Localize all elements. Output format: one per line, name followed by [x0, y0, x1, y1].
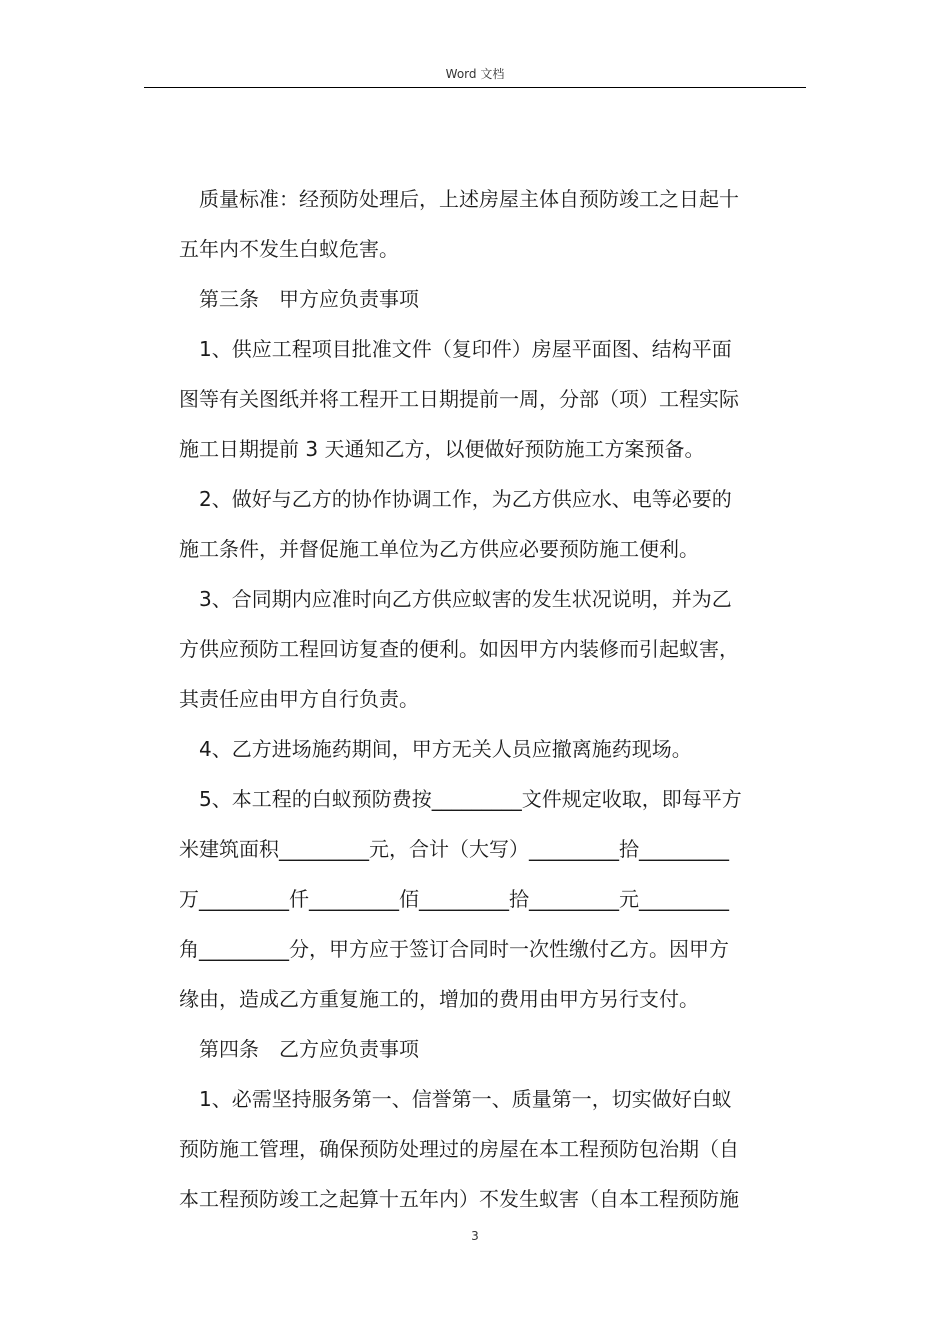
paragraph-line: 缘由，造成乙方重复施工的，增加的费用由甲方另行支付。: [179, 987, 699, 1011]
paragraph-line: 4、乙方进场施药期间，甲方无关人员应撤离施药现场。: [199, 737, 692, 761]
section-heading: 第三条 甲方应负责事项: [199, 287, 419, 311]
paragraph-line: 米建筑面积_________元，合计（大写）_________拾_________: [179, 837, 729, 861]
paragraph-line: 1、必需坚持服务第一、信誉第一、质量第一，切实做好白蚁: [199, 1087, 732, 1111]
document-header-title: Word 文档: [445, 67, 505, 81]
paragraph-line: 其责任应由甲方自行负责。: [179, 687, 419, 711]
paragraph-line: 本工程预防竣工之起算十五年内）不发生蚁害（自本工程预防施: [179, 1187, 739, 1211]
paragraph-line: 方供应预防工程回访复查的便利。如因甲方内装修而引起蚁害，: [179, 637, 739, 661]
paragraph-line: 3、合同期内应准时向乙方供应蚁害的发生状况说明，并为乙: [199, 587, 732, 611]
paragraph-line: 施工日期提前 3 天通知乙方，以便做好预防施工方案预备。: [179, 437, 705, 461]
paragraph-line: 图等有关图纸并将工程开工日期提前一周，分部（项）工程实际: [179, 387, 739, 411]
paragraph-line: 2、做好与乙方的协作协调工作，为乙方供应水、电等必要的: [199, 487, 732, 511]
paragraph-line: 施工条件，并督促施工单位为乙方供应必要预防施工便利。: [179, 537, 699, 561]
paragraph-line: 角_________分，甲方应于签订合同时一次性缴付乙方。因甲方: [179, 937, 729, 961]
paragraph-line: 预防施工管理，确保预防处理过的房屋在本工程预防包治期（自: [179, 1137, 739, 1161]
paragraph-line: 五年内不发生白蚁危害。: [179, 237, 399, 261]
section-heading: 第四条 乙方应负责事项: [199, 1037, 419, 1061]
page-number: 3: [471, 1229, 479, 1243]
header-divider: [144, 87, 806, 88]
paragraph-line: 1、供应工程项目批准文件（复印件）房屋平面图、结构平面: [199, 337, 732, 361]
paragraph-line: 万_________仟_________佰_________拾_________元_________: [179, 887, 729, 911]
paragraph-line: 5、本工程的白蚁预防费按_________文件规定收取，即每平方: [199, 787, 742, 811]
paragraph-line: 质量标准：经预防处理后，上述房屋主体自预防竣工之日起十: [199, 187, 739, 211]
document-body: [179, 174, 809, 1224]
